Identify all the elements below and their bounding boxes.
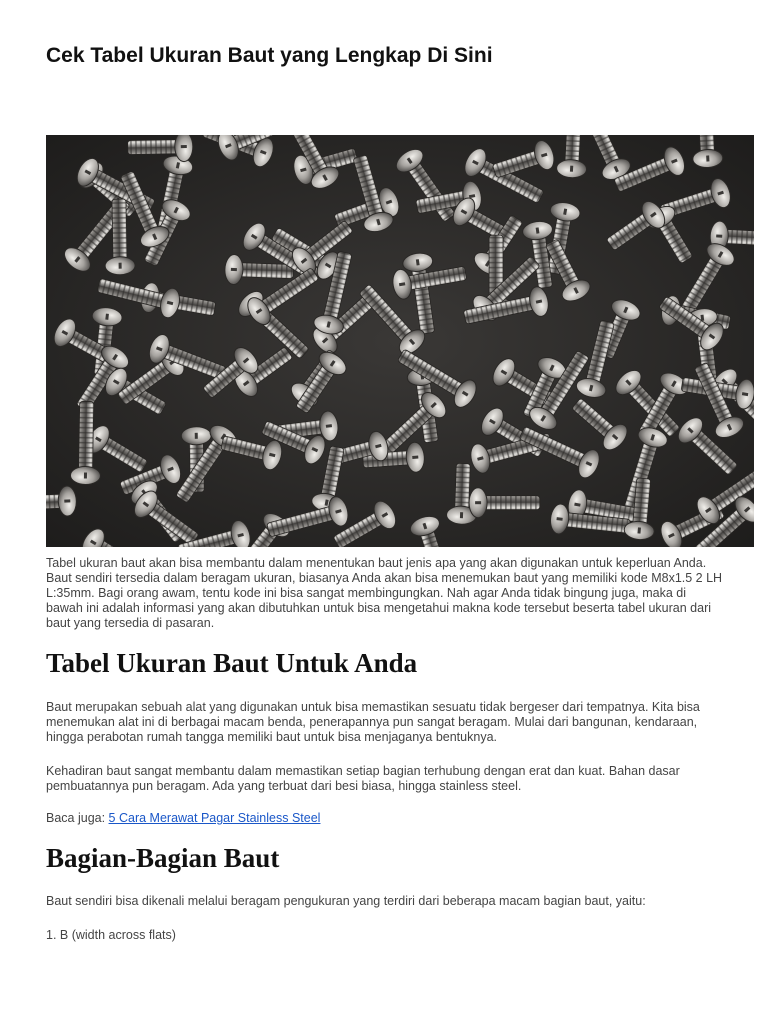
screws-image <box>46 135 754 547</box>
section2-paragraph-1: Baut sendiri bisa dikenali melalui beragam pengukuran yang terdiri dari beberapa macam bagian baut, yaitu: <box>46 894 646 908</box>
page-title: Cek Tabel Ukuran Baut yang Lengkap Di Sini <box>46 44 493 67</box>
read-also-prefix: Baca juga: <box>46 811 109 825</box>
section-heading-bagian: Bagian-Bagian Baut <box>46 843 280 873</box>
intro-paragraph: Tabel ukuran baut akan bisa membantu dalam menentukan baut jenis apa yang akan digunakan untuk keperluan Anda. Baut sendiri tersedia dalam beragam ukuran, biasanya Anda akan bisa menemukan baut yang memiliki kode M8x1.5 2 LH L:35mm. Bagi orang awam, tentu kode ini bisa sangat membingungkan. Nah agar Anda tidak bingung juga, maka di bawah ini adalah informasi yang akan dibutuhkan untuk bisa mengetahui makna kode tersebut beserta tabel ukuran dari baut yang tersedia di pasaran. <box>46 556 723 630</box>
read-also-link[interactable]: 5 Cara Merawat Pagar Stainless Steel <box>108 811 321 825</box>
section2-list-item-1: 1. B (width across flats) <box>46 928 176 942</box>
section-heading-tabel: Tabel Ukuran Baut Untuk Anda <box>46 648 418 678</box>
hero-image <box>46 135 754 547</box>
section1-paragraph-2: Kehadiran baut sangat membantu dalam memastikan setiap bagian terhubung dengan erat dan kuat. Bahan dasar pembuatannya pun beragam. Ada yang terbuat dari besi biasa, hingga stainless steel. <box>46 764 680 793</box>
read-also <box>46 811 726 826</box>
section1-paragraph-1: Baut merupakan sebuah alat yang digunakan untuk bisa memastikan sesuatu tidak bergeser dari tempatnya. Kita bisa menemukan alat ini di berbagai macam benda, penerapannya pun sangat beragam. Mulai dari bangunan, kendaraan, hingga perabotan rumah tangga memiliki baut untuk bisa menjaganya bentuknya. <box>46 700 700 744</box>
